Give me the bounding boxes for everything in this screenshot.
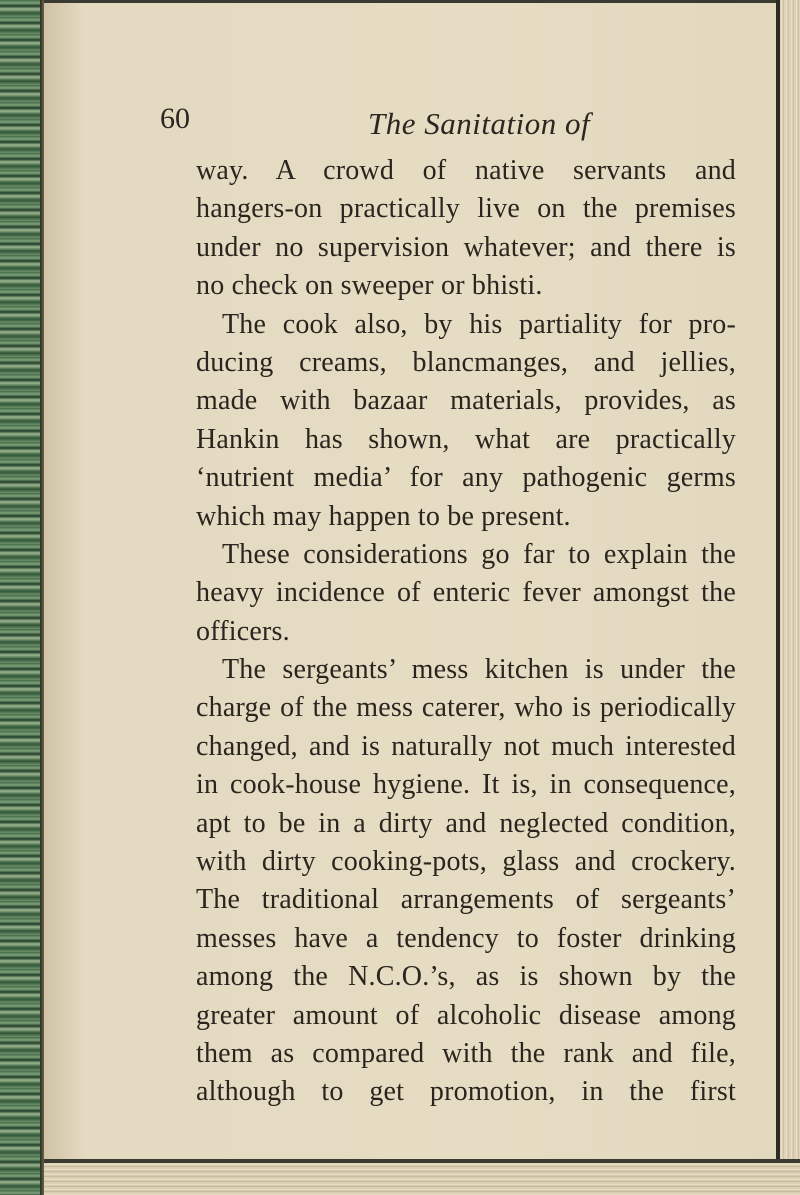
text-line: ‘nutrient media’ for any pathogenic germs — [196, 462, 736, 494]
text-line: in cook-house hygiene. It is, in consequence, — [196, 769, 736, 801]
page-top-edge — [44, 0, 800, 3]
running-head — [148, 92, 740, 142]
text-line: with dirty cooking-pots, glass and crockery. — [196, 846, 736, 878]
text-line: made with bazaar materials, provides, as — [196, 385, 736, 417]
text-line: The sergeants’ mess kitchen is under the — [222, 654, 736, 686]
text-line: officers. — [196, 615, 290, 647]
text-line: hangers-on practically live on the premises — [196, 193, 736, 225]
text-line: changed, and is naturally not much interested — [196, 730, 736, 762]
text-line: greater amount of alcoholic disease among — [196, 999, 736, 1031]
text-line: Hankin has shown, what are practically — [196, 423, 736, 455]
book-binding — [0, 0, 44, 1195]
page-number: 60 — [160, 102, 190, 135]
text-line: messes have a tendency to foster drinking — [196, 922, 736, 954]
text-line: among the N.C.O.’s, as is shown by the — [196, 961, 736, 993]
text-line: ducing creams, blancmanges, and jellies, — [196, 346, 736, 378]
text-line: no check on sweeper or bhisti. — [196, 270, 543, 302]
text-line: The traditional arrangements of sergeants’ — [196, 884, 736, 916]
text-line: which may happen to be present. — [196, 500, 571, 532]
text-line: way. A crowd of native servants and — [196, 155, 736, 186]
text-line: heavy incidence of enteric fever amongst the — [196, 577, 736, 609]
running-title: The Sanitation of — [368, 106, 591, 141]
text-line: under no supervision whatever; and there is — [196, 231, 736, 263]
text-line: charge of the mess caterer, who is periodically — [196, 692, 736, 724]
text-line: them as compared with the rank and file, — [196, 1037, 736, 1069]
text-line: apt to be in a dirty and neglected condition, — [196, 807, 736, 839]
body-text — [196, 152, 736, 1112]
page-right-edge — [780, 0, 800, 1195]
text-line: These considerations go far to explain the — [222, 538, 736, 570]
text-line: The cook also, by his partiality for pro- — [222, 308, 736, 340]
page-bottom-edge — [44, 1163, 800, 1195]
text-line: although to get promotion, in the first — [196, 1076, 736, 1108]
